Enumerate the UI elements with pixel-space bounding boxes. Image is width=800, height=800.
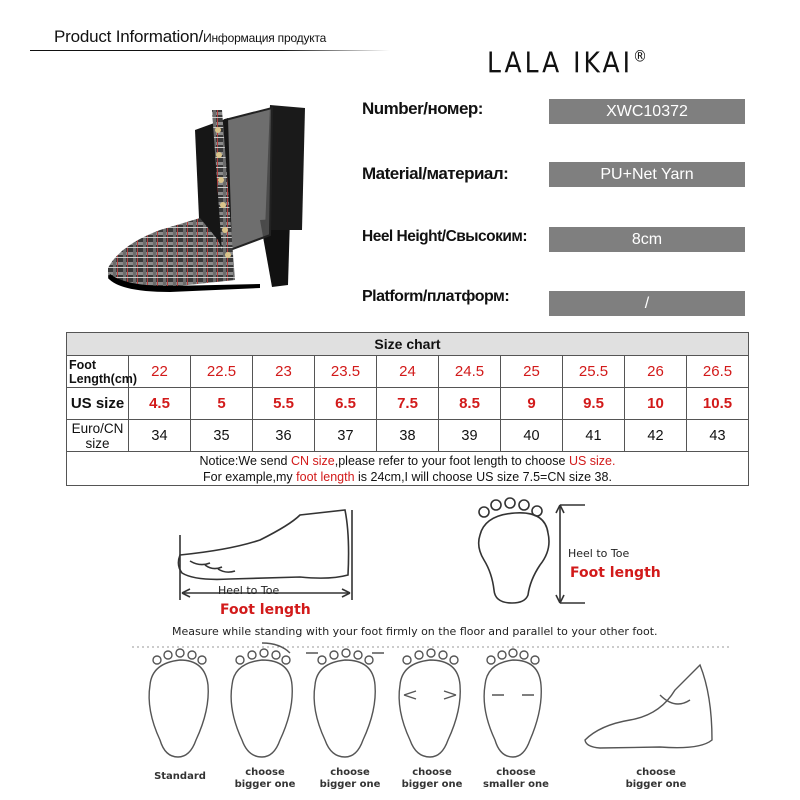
table-cell: 24 [377,356,439,388]
table-cell: 5 [191,388,253,420]
table-row [67,388,749,420]
foot-type-high-instep-icon [585,665,712,748]
size-chart-header-row [67,333,749,356]
table-cell: 22.5 [191,356,253,388]
table-cell: 43 [687,420,749,452]
foot-type-standard-icon [149,649,208,757]
table-cell: 35 [191,420,253,452]
foot-type-narrow-icon [484,649,541,757]
table-cell: 5.5 [253,388,315,420]
notice-line-2: For example,my foot length is 24cm,I will choose US size 7.5=CN size 38. [203,469,612,484]
spec-value-material: PU+Net Yarn [549,162,745,187]
table-cell: 4.5 [129,388,191,420]
table-cell: 8.5 [439,388,501,420]
table-cell: 25.5 [563,356,625,388]
spec-label-number: Number/номер: [362,99,483,118]
row-label-foot-length: Foot Length(cm) [67,356,129,388]
side-caption: Heel to Toe [218,584,280,597]
side-highlight: Foot length [220,602,311,618]
foot-type-wide-sides-icon [399,649,460,757]
title-ru: Информация продукта [203,31,327,45]
table-row [67,420,749,452]
foot-measurement-diagram [0,495,800,800]
table-cell: 9 [501,388,563,420]
spec-value-number: XWC10372 [549,99,745,124]
foot-label-3-line1: choose [330,767,370,778]
sole-highlight: Foot length [570,565,661,581]
foot-label-6-line2: bigger one [625,779,687,790]
sole-caption: Heel to Toe [568,547,630,560]
spec-label-platform: Platform/платформ: [362,288,510,305]
table-cell: 41 [563,420,625,452]
table-cell: 38 [377,420,439,452]
brand-logo [487,46,647,79]
foot-label-3-line2: bigger one [319,779,381,790]
spec-value-heel-height: 8cm [549,227,745,252]
table-cell: 10 [625,388,687,420]
header-divider [30,50,390,51]
foot-label-5-line1: choose [496,767,536,778]
table-cell: 24.5 [439,356,501,388]
table-cell: 37 [315,420,377,452]
table-cell: 26 [625,356,687,388]
foot-label-4-line2: bigger one [401,779,463,790]
spec-value-platform: / [549,291,745,316]
foot-label-4-line1: choose [412,767,452,778]
spec-label-heel-height: Heel Height/Свысоким: [362,228,528,245]
measure-instruction: Measure while standing with your foot firmly on the floor and parallel to your other foot. [172,625,658,638]
table-cell: 25 [501,356,563,388]
title-en: Product Information/ [54,27,204,46]
page-title [54,27,326,47]
size-chart-table [66,332,749,486]
foot-type-wide-toes-icon [306,649,384,757]
table-cell: 22 [129,356,191,388]
notice-line-1: Notice:We send CN size,please refer to your foot length to choose US size. [199,453,616,468]
foot-label-5-line2: smaller one [483,779,549,790]
registered-mark: ® [632,47,647,67]
ankle-boot-illustration [100,100,330,300]
foot-label-2-line2: bigger one [234,779,296,790]
table-cell: 36 [253,420,315,452]
row-label-euro-cn-size: Euro/CN size [67,420,129,452]
table-cell: 10.5 [687,388,749,420]
table-cell: 23.5 [315,356,377,388]
size-chart-title: Size chart [67,333,749,356]
foot-label-6-line1: choose [636,767,676,778]
foot-type-wide-icon [231,643,292,757]
table-cell: 6.5 [315,388,377,420]
table-cell: 23 [253,356,315,388]
brand-name: LALA IKAI [487,45,633,80]
table-cell: 42 [625,420,687,452]
size-notice-row [67,452,749,486]
table-cell: 40 [501,420,563,452]
foot-label-2-line1: choose [245,767,285,778]
table-cell: 26.5 [687,356,749,388]
table-cell: 34 [129,420,191,452]
foot-label-standard: Standard [154,771,206,782]
size-notice [67,452,749,486]
table-row [67,356,749,388]
spec-label-material: Material/материал: [362,164,509,183]
table-cell: 9.5 [563,388,625,420]
table-cell: 39 [439,420,501,452]
row-label-us-size: US size [67,388,129,420]
table-cell: 7.5 [377,388,439,420]
